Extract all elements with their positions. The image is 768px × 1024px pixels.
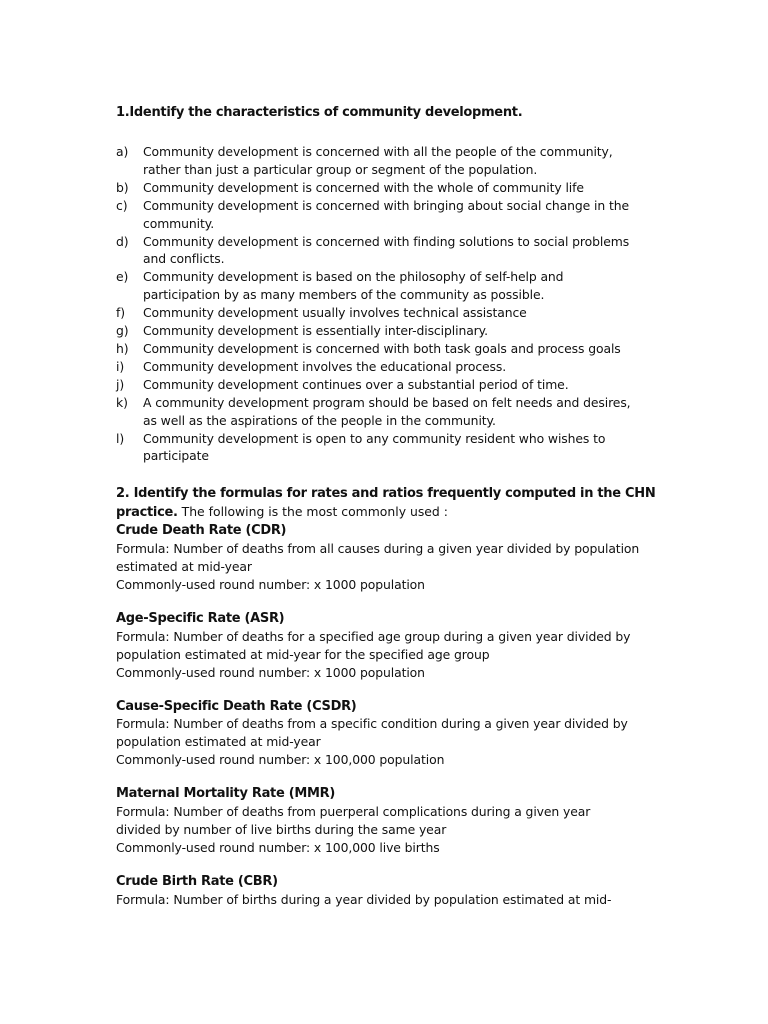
list-item-line: as well as the aspirations of the people in the community. <box>143 412 496 428</box>
rate-title: Age-Specific Rate (ASR) <box>116 610 285 626</box>
list-marker: j) <box>116 376 125 392</box>
question-2-title-line1: 2. Identify the formulas for rates and ratios frequently computed in the CHN <box>116 486 656 502</box>
list-marker: d) <box>116 233 129 249</box>
list-item <box>116 340 656 358</box>
list-marker: c) <box>116 197 128 213</box>
rate-round-number: Commonly-used round number: x 1000 population <box>116 577 425 593</box>
question-2-title-line2: practice. <box>116 505 178 521</box>
rate-formula-line: Formula: Number of deaths from a specific condition during a given year divided by <box>116 716 628 732</box>
rate-formula-line: estimated at mid-year <box>116 559 252 575</box>
list-item <box>116 268 656 304</box>
rate-block-cdr <box>116 522 656 594</box>
list-marker: f) <box>116 305 125 321</box>
list-item-line: Community development is concerned with finding solutions to social problems <box>143 233 630 249</box>
rate-title: Maternal Mortality Rate (MMR) <box>116 786 335 802</box>
list-item-line: Community development is open to any community resident who wishes to <box>143 430 606 446</box>
rate-formula-line: Formula: Number of deaths from all causes during a given year divided by population <box>116 541 640 557</box>
list-item <box>116 394 656 430</box>
list-item-line: rather than just a particular group or segment of the population. <box>143 161 538 177</box>
list-marker: i) <box>116 358 125 374</box>
list-marker: g) <box>116 323 129 339</box>
list-marker: b) <box>116 179 129 195</box>
rate-block-asr <box>116 610 656 682</box>
list-item-line: participate <box>143 448 209 464</box>
list-item-line: community. <box>143 215 215 231</box>
list-item-line: participation by as many members of the community as possible. <box>143 287 545 303</box>
list-item <box>116 430 656 466</box>
list-item <box>116 358 656 376</box>
rate-formula-line: population estimated at mid-year for the specified age group <box>116 646 490 662</box>
rate-title: Cause-Specific Death Rate (CSDR) <box>116 698 357 714</box>
list-item-line: Community development is concerned with all the people of the community, <box>143 144 613 159</box>
list-item-line: and conflicts. <box>143 251 225 267</box>
rate-round-number: Commonly-used round number: x 1000 population <box>116 664 425 680</box>
rate-formula-line: Formula: Number of births during a year divided by population estimated at mid- <box>116 891 612 907</box>
rate-formula-line: Formula: Number of deaths from puerperal complications during a given year <box>116 804 591 820</box>
characteristics-list <box>116 143 656 465</box>
list-marker: k) <box>116 394 128 410</box>
rate-title: Crude Birth Rate (CBR) <box>116 873 278 889</box>
list-marker: h) <box>116 340 129 356</box>
list-item-line: Community development usually involves technical assistance <box>143 305 527 321</box>
rate-formula-line: Formula: Number of deaths for a specified age group during a given year divided by <box>116 628 631 644</box>
rate-title: Crude Death Rate (CDR) <box>116 523 287 539</box>
question-2-intro: The following is the most commonly used : <box>181 504 448 520</box>
document-page <box>116 104 656 909</box>
list-item <box>116 304 656 322</box>
rate-block-csdr <box>116 698 656 770</box>
list-item <box>116 322 656 340</box>
list-marker: l) <box>116 430 125 446</box>
rate-formula-line: population estimated at mid-year <box>116 734 321 750</box>
list-item-line: Community development involves the educational process. <box>143 358 507 374</box>
list-item-line: Community development continues over a substantial period of time. <box>143 376 569 392</box>
rate-block-mmr <box>116 785 656 857</box>
list-marker: a) <box>116 144 129 159</box>
question-1-title: 1.Identify the characteristics of community development. <box>116 105 523 120</box>
list-item-line: Community development is essentially inter-disciplinary. <box>143 323 488 339</box>
rate-round-number: Commonly-used round number: x 100,000 live births <box>116 839 440 855</box>
list-item <box>116 376 656 394</box>
list-item <box>116 197 656 233</box>
list-item <box>116 179 656 197</box>
question-2-title <box>116 485 656 522</box>
list-item-line: A community development program should be based on felt needs and desires, <box>143 394 631 410</box>
list-item <box>116 233 656 269</box>
list-item-line: Community development is concerned with both task goals and process goals <box>143 340 621 356</box>
rate-formula-line: divided by number of live births during the same year <box>116 822 447 837</box>
rate-round-number: Commonly-used round number: x 100,000 population <box>116 752 445 768</box>
list-item <box>116 143 656 179</box>
list-item-line: Community development is concerned with bringing about social change in the <box>143 197 630 213</box>
list-marker: e) <box>116 269 129 285</box>
list-item-line: Community development is based on the philosophy of self-help and <box>143 269 564 285</box>
rate-block-cbr <box>116 873 656 909</box>
list-item-line: Community development is concerned with the whole of community life <box>143 179 584 195</box>
